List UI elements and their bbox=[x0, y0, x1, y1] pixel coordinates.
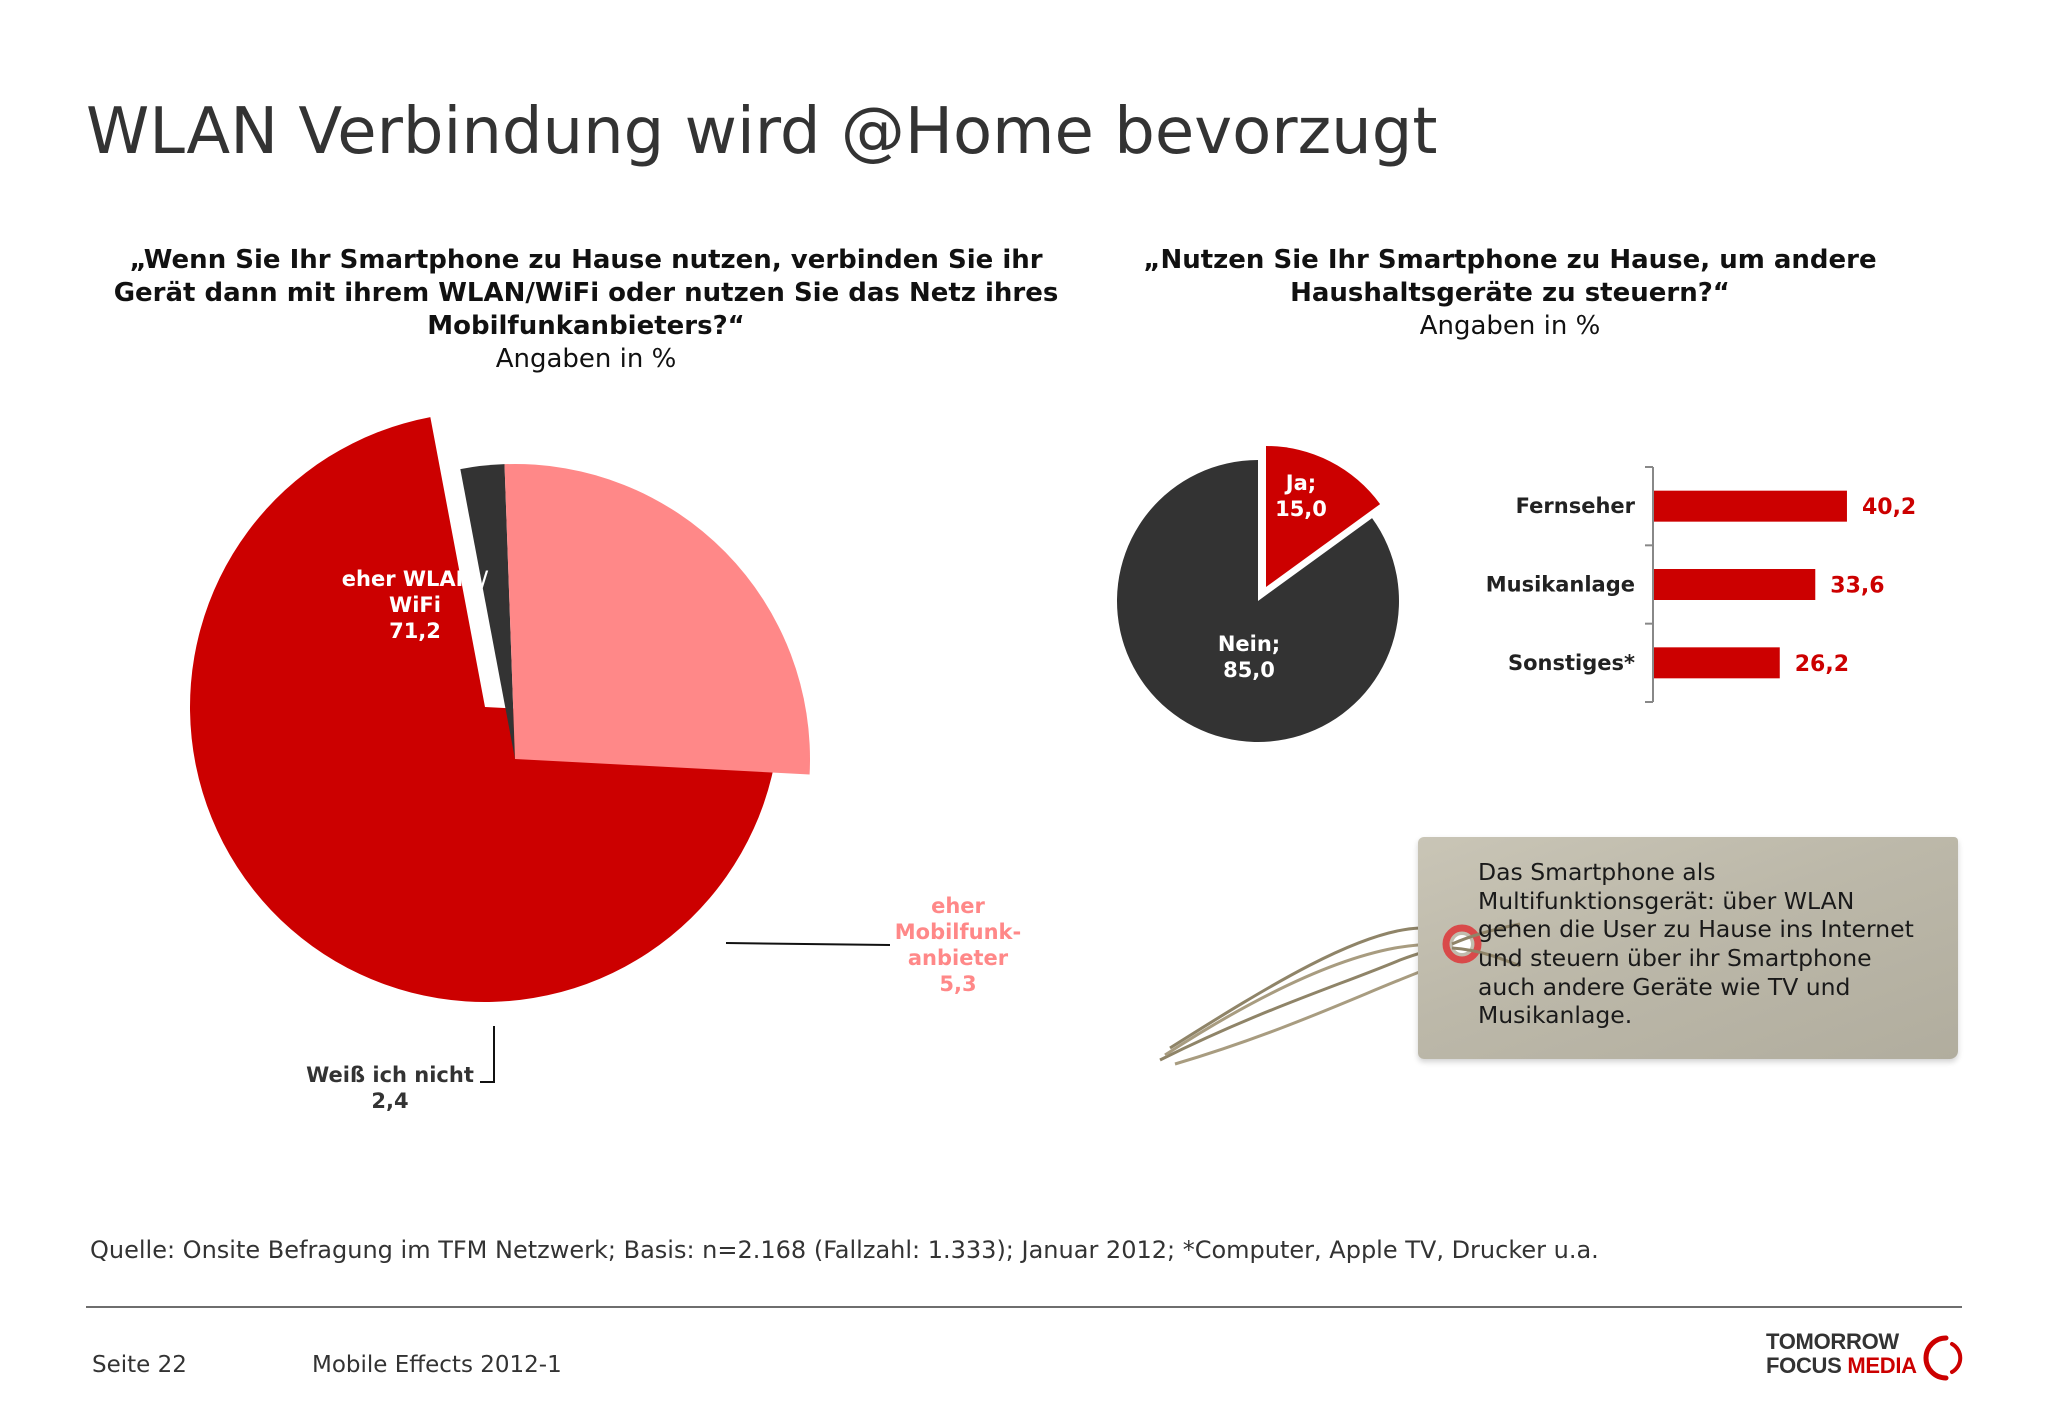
bar-value-label: 33,6 bbox=[1830, 573, 1885, 599]
left-question-unit: Angaben in % bbox=[495, 344, 677, 375]
bar-2 bbox=[1654, 647, 1780, 678]
pie1-slice-2 bbox=[504, 464, 810, 774]
page-title: WLAN Verbindung wird @Home bevorzugt bbox=[86, 95, 1438, 169]
tag-text: Das Smartphone als Multifunktionsgerät: über WLAN gehen die User zu Hause ins Internet und steuern über ihr Smartphone auch andere Geräte wie TV und Musikanlage. bbox=[1478, 858, 1914, 1030]
right-question-text: „Nutzen Sie Ihr Smartphone zu Hause, um andere Haushaltsgeräte zu steuern?“ bbox=[1143, 245, 1877, 309]
page-number: Seite 22 bbox=[92, 1352, 187, 1378]
logo-swoosh-icon bbox=[1916, 1334, 1964, 1382]
bar-0 bbox=[1654, 491, 1847, 522]
bar-category-label: Musikanlage bbox=[1485, 572, 1635, 597]
bar-category-label: Sonstiges* bbox=[1508, 650, 1635, 675]
logo-word-focus: FOCUS bbox=[1766, 1353, 1842, 1378]
appliance-bar-chart bbox=[1486, 467, 1917, 702]
left-question-text: „Wenn Sie Ihr Smartphone zu Hause nutzen, verbinden Sie ihr Gerät dann mit ihrem WLAN/WiFi oder nutzen Sie das Netz ihres Mobilfunkanbieters?“ bbox=[113, 245, 1059, 342]
source-note: Quelle: Onsite Befragung im TFM Netzwerk; Basis: n=2.168 (Fallzahl: 1.333); Januar 2012; *Computer, Apple TV, Drucker u.a. bbox=[90, 1236, 1599, 1264]
pie2-label-ja: Ja; 15,0 bbox=[1275, 471, 1327, 521]
bar-value-label: 40,2 bbox=[1861, 495, 1917, 521]
tomorrow-focus-media-logo bbox=[1766, 1330, 1966, 1386]
pie1-leader-mobile bbox=[726, 943, 890, 945]
logo-line-1: TOMORROW bbox=[1766, 1329, 1899, 1354]
appliance-control-pie-chart bbox=[1117, 446, 1399, 742]
footer-divider bbox=[86, 1306, 1962, 1308]
wifi-usage-pie-chart bbox=[190, 417, 1021, 1113]
pie1-label-unknown: Weiß ich nicht 2,4 bbox=[306, 1063, 474, 1113]
report-name: Mobile Effects 2012-1 bbox=[312, 1352, 562, 1378]
pie1-label-mobile: eher Mobilfunk-anbieter 5,3 bbox=[894, 894, 1022, 996]
bar-category-label: Fernseher bbox=[1515, 494, 1635, 519]
logo-word-media: MEDIA bbox=[1847, 1353, 1917, 1378]
bar-1 bbox=[1654, 569, 1815, 600]
pie1-leader-unknown bbox=[480, 1026, 494, 1082]
bar-value-label: 26,2 bbox=[1794, 651, 1850, 677]
pie2-label-nein: Nein; 85,0 bbox=[1217, 632, 1281, 682]
pie1-label-wlan: eher WLAN / WiFi 71,2 bbox=[341, 567, 489, 643]
right-question-unit: Angaben in % bbox=[1419, 311, 1601, 342]
